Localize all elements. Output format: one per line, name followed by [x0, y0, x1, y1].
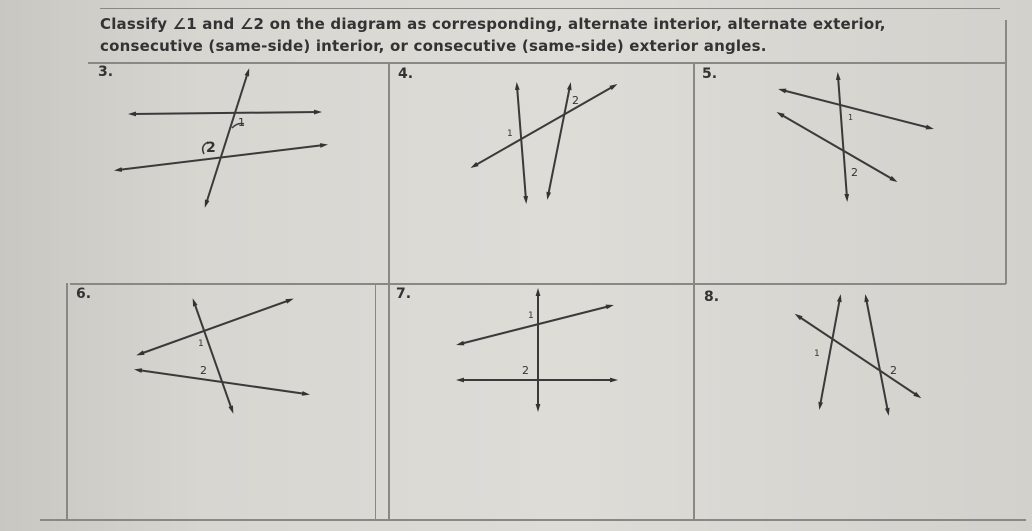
p7-angle-label-1: 1 — [528, 311, 534, 321]
instructions-line-1: Classify ∠1 and ∠2 on the diagram as corresponding, alternate interior, alternate exterior, — [100, 15, 886, 33]
p4-angle-label-2: 2 — [572, 94, 579, 107]
problem-number-8: 8. — [704, 289, 720, 305]
p5-line-bottom — [780, 114, 894, 180]
p4-line-right — [548, 86, 570, 196]
p6-angle-label-2: 2 — [200, 364, 207, 377]
p8-angle-label-2: 2 — [890, 364, 897, 377]
problem-number-4: 4. — [398, 66, 414, 82]
problem-number-7: 7. — [396, 286, 412, 302]
p5-transversal — [838, 76, 847, 198]
p4-line-left — [517, 86, 526, 200]
p3-angle-label-2: 2 — [206, 140, 216, 156]
p5-angle-label-1: 1 — [848, 113, 854, 122]
instructions-line-2: consecutive (same-side) interior, or consecutive (same-side) exterior angles. — [100, 37, 767, 55]
p6-transversal — [194, 302, 232, 410]
problem-number-5: 5. — [702, 66, 718, 82]
p8-line-left — [820, 298, 840, 406]
p6-line-top — [140, 300, 290, 354]
problem-number-6: 6. — [76, 286, 92, 302]
p8-angle-label-1: 1 — [814, 349, 820, 359]
p8-line-right — [866, 298, 888, 412]
p5-line-top — [782, 90, 930, 128]
p4-angle-label-1: 1 — [507, 129, 513, 139]
p5-angle-label-2: 2 — [851, 166, 858, 179]
p7-angle-label-2: 2 — [522, 364, 529, 377]
p6-angle-label-1: 1 — [198, 339, 204, 349]
problem-number-3: 3. — [98, 64, 114, 80]
p4-transversal — [474, 86, 614, 166]
p7-line-top — [460, 306, 610, 344]
p3-angle-label-1: 1 — [238, 116, 245, 129]
p3-parallel-line-top — [132, 112, 318, 114]
p3-transversal — [206, 72, 248, 204]
